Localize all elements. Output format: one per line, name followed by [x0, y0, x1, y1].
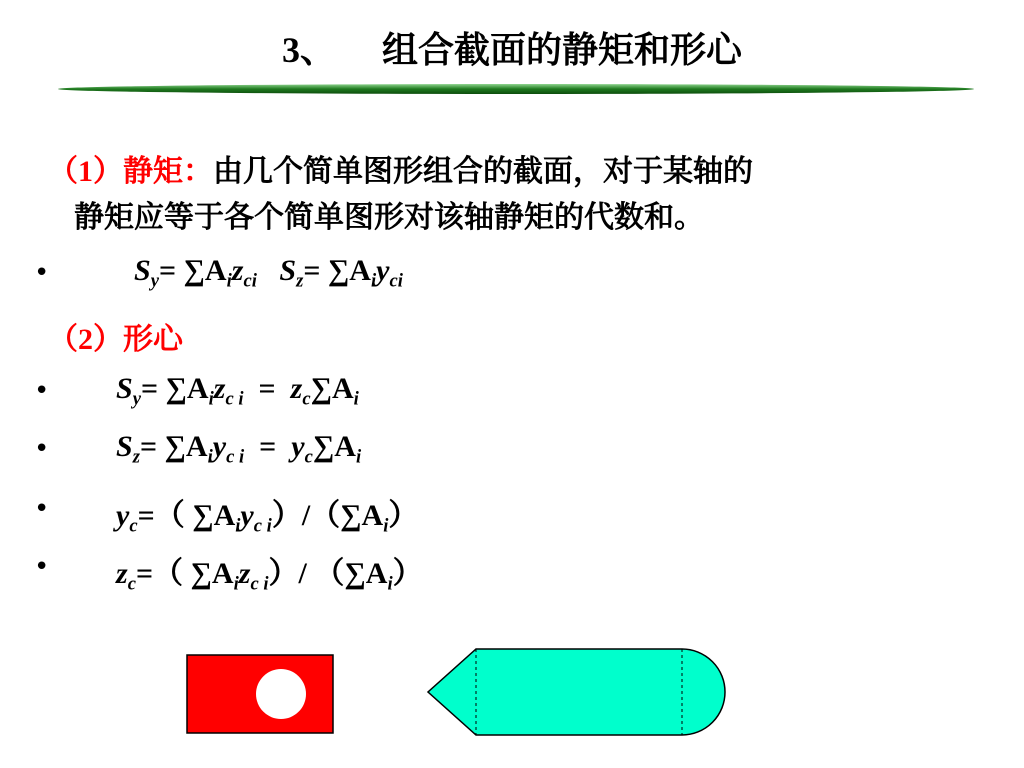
formula-zc: $z_c=$（ $\sum A_iz_{c i})/$ $(\sum A_i)$	[116, 557, 423, 595]
title-number: 3、	[281, 30, 336, 70]
bullet-3: •	[34, 434, 50, 464]
rectangle-with-hole-figure	[186, 654, 336, 736]
page-title	[0, 22, 1024, 73]
bullet-5: •	[34, 552, 50, 582]
circular-hole	[256, 669, 306, 719]
formula-sz: $S_z= \sum A_iy_{c i} = y_c\sum A_i$	[116, 430, 362, 468]
section1-text-2: 静矩应等于各个简单图形对该轴静矩的代数和。	[74, 201, 704, 234]
bullet-2: •	[34, 376, 50, 406]
composite-shape-figure	[424, 646, 728, 738]
bullet-1: •	[34, 258, 50, 288]
section1-label: （1）静矩：	[48, 155, 213, 188]
section2-label: （2）形心	[48, 323, 183, 356]
section1-text-1: 由几个简单图形组合的截面，对于某轴的	[213, 155, 753, 188]
formula-static-moments: $S_y= \sum A_iz_{ci}$ $S_z= \sum A_iy_{ci}$	[134, 254, 403, 292]
formula-sy: $S_y= \sum A_iz_{c i} = z_c\sum A_i$	[116, 372, 359, 410]
cyan-composite-shape	[428, 649, 725, 735]
title-text: 组合截面的静矩和形心	[382, 30, 743, 70]
bullet-4: •	[34, 494, 50, 524]
formula-yc: $y_c=$（ $\sum A_iy_{c i})/(\sum A_i)$	[116, 499, 419, 537]
section1-line1	[48, 146, 753, 190]
title-underline	[56, 82, 976, 96]
section1-line2	[74, 192, 704, 236]
